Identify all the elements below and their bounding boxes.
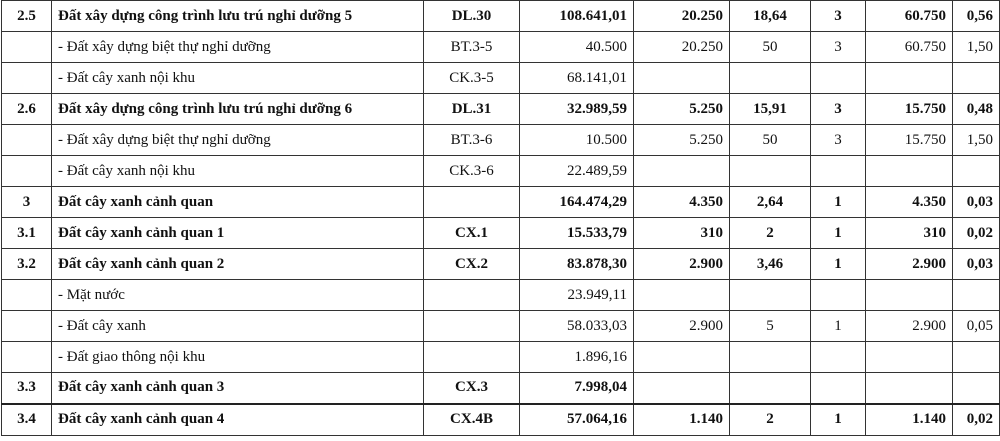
row-index: 3.3: [2, 373, 52, 404]
value-col-8: [953, 342, 1000, 373]
row-index: [2, 311, 52, 342]
plot-code: DL.30: [424, 1, 520, 32]
value-col-5: 18,64: [730, 1, 811, 32]
plot-code: [424, 187, 520, 218]
value-col-4: 310: [634, 218, 730, 249]
value-col-7: 4.350: [866, 187, 953, 218]
table-row: [2, 218, 1000, 249]
plot-code: DL.31: [424, 94, 520, 125]
plot-code: [424, 311, 520, 342]
table-row: [2, 280, 1000, 311]
value-col-6: [811, 63, 866, 94]
value-col-4: [634, 156, 730, 187]
area-value: 108.641,01: [520, 1, 634, 32]
land-type: - Đất cây xanh nội khu: [52, 63, 424, 94]
row-index: [2, 32, 52, 63]
value-col-4: 2.900: [634, 311, 730, 342]
plot-code: BT.3-6: [424, 125, 520, 156]
area-value: 15.533,79: [520, 218, 634, 249]
value-col-4: 2.900: [634, 249, 730, 280]
area-value: 83.878,30: [520, 249, 634, 280]
area-value: 1.896,16: [520, 342, 634, 373]
value-col-4: [634, 342, 730, 373]
plot-code: CX.1: [424, 218, 520, 249]
value-col-8: [953, 156, 1000, 187]
table-row: [2, 156, 1000, 187]
table-row: [2, 94, 1000, 125]
value-col-4: [634, 373, 730, 404]
value-col-8: 0,02: [953, 218, 1000, 249]
row-index: [2, 63, 52, 94]
row-index: [2, 280, 52, 311]
row-index: [2, 156, 52, 187]
value-col-6: [811, 156, 866, 187]
area-value: 23.949,11: [520, 280, 634, 311]
land-type: Đất cây xanh cảnh quan 4: [52, 404, 424, 436]
plot-code: [424, 280, 520, 311]
land-type: - Đất xây dựng biệt thự nghỉ dưỡng: [52, 125, 424, 156]
row-index: 3.2: [2, 249, 52, 280]
value-col-8: 0,56: [953, 1, 1000, 32]
land-use-table: [1, 0, 1000, 436]
land-type: Đất cây xanh cảnh quan 2: [52, 249, 424, 280]
value-col-5: 50: [730, 32, 811, 63]
area-value: 40.500: [520, 32, 634, 63]
value-col-5: 2: [730, 218, 811, 249]
value-col-4: [634, 63, 730, 94]
row-index: 3: [2, 187, 52, 218]
value-col-8: 0,05: [953, 311, 1000, 342]
value-col-5: [730, 280, 811, 311]
row-index: 3.1: [2, 218, 52, 249]
land-type: Đất cây xanh cảnh quan: [52, 187, 424, 218]
value-col-4: 20.250: [634, 1, 730, 32]
value-col-8: 1,50: [953, 32, 1000, 63]
value-col-5: 3,46: [730, 249, 811, 280]
table-row: [2, 125, 1000, 156]
value-col-8: 1,50: [953, 125, 1000, 156]
value-col-5: [730, 156, 811, 187]
land-type: Đất xây dựng công trình lưu trú nghỉ dưỡng 6: [52, 94, 424, 125]
land-type: - Đất cây xanh: [52, 311, 424, 342]
plot-code: CX.3: [424, 373, 520, 404]
value-col-5: [730, 342, 811, 373]
row-index: 2.5: [2, 1, 52, 32]
value-col-6: [811, 280, 866, 311]
land-type: Đất cây xanh cảnh quan 3: [52, 373, 424, 404]
value-col-5: 50: [730, 125, 811, 156]
land-type: - Đất cây xanh nội khu: [52, 156, 424, 187]
plot-code: CK.3-5: [424, 63, 520, 94]
value-col-7: 1.140: [866, 404, 953, 436]
value-col-6: 3: [811, 1, 866, 32]
value-col-7: 2.900: [866, 249, 953, 280]
row-index: 2.6: [2, 94, 52, 125]
value-col-4: 5.250: [634, 94, 730, 125]
land-type: - Đất xây dựng biệt thự nghỉ dưỡng: [52, 32, 424, 63]
table-row: [2, 404, 1000, 436]
row-index: [2, 342, 52, 373]
value-col-4: [634, 280, 730, 311]
value-col-5: [730, 63, 811, 94]
value-col-8: [953, 373, 1000, 404]
value-col-6: 1: [811, 404, 866, 436]
value-col-7: [866, 280, 953, 311]
value-col-5: 2: [730, 404, 811, 436]
value-col-5: 2,64: [730, 187, 811, 218]
value-col-7: 2.900: [866, 311, 953, 342]
value-col-6: 1: [811, 311, 866, 342]
plot-code: CX.4B: [424, 404, 520, 436]
area-value: 7.998,04: [520, 373, 634, 404]
land-type: Đất xây dựng công trình lưu trú nghỉ dưỡng 5: [52, 1, 424, 32]
value-col-7: 310: [866, 218, 953, 249]
value-col-7: [866, 373, 953, 404]
row-index: [2, 125, 52, 156]
table-row: [2, 187, 1000, 218]
land-type: Đất cây xanh cảnh quan 1: [52, 218, 424, 249]
table-row: [2, 373, 1000, 404]
value-col-8: 0,03: [953, 187, 1000, 218]
value-col-7: [866, 63, 953, 94]
value-col-6: [811, 342, 866, 373]
value-col-8: [953, 280, 1000, 311]
value-col-4: 20.250: [634, 32, 730, 63]
value-col-4: 4.350: [634, 187, 730, 218]
value-col-7: 60.750: [866, 32, 953, 63]
value-col-6: 1: [811, 249, 866, 280]
table-row: [2, 63, 1000, 94]
area-value: 68.141,01: [520, 63, 634, 94]
area-value: 58.033,03: [520, 311, 634, 342]
land-type: - Mặt nước: [52, 280, 424, 311]
value-col-4: 1.140: [634, 404, 730, 436]
value-col-7: 15.750: [866, 94, 953, 125]
value-col-8: [953, 63, 1000, 94]
value-col-7: 60.750: [866, 1, 953, 32]
area-value: 22.489,59: [520, 156, 634, 187]
row-index: 3.4: [2, 404, 52, 436]
value-col-8: 0,02: [953, 404, 1000, 436]
land-type: - Đất giao thông nội khu: [52, 342, 424, 373]
value-col-5: [730, 373, 811, 404]
value-col-6: 3: [811, 125, 866, 156]
table-row: [2, 311, 1000, 342]
area-value: 10.500: [520, 125, 634, 156]
plot-code: [424, 342, 520, 373]
value-col-5: 15,91: [730, 94, 811, 125]
plot-code: CX.2: [424, 249, 520, 280]
value-col-6: 1: [811, 218, 866, 249]
value-col-6: 3: [811, 32, 866, 63]
value-col-6: 3: [811, 94, 866, 125]
table-row: [2, 249, 1000, 280]
value-col-8: 0,48: [953, 94, 1000, 125]
area-value: 57.064,16: [520, 404, 634, 436]
value-col-4: 5.250: [634, 125, 730, 156]
value-col-6: [811, 373, 866, 404]
value-col-6: 1: [811, 187, 866, 218]
plot-code: BT.3-5: [424, 32, 520, 63]
area-value: 32.989,59: [520, 94, 634, 125]
value-col-7: [866, 156, 953, 187]
plot-code: CK.3-6: [424, 156, 520, 187]
value-col-7: [866, 342, 953, 373]
table-row: [2, 32, 1000, 63]
value-col-8: 0,03: [953, 249, 1000, 280]
table-row: [2, 1, 1000, 32]
table-row: [2, 342, 1000, 373]
area-value: 164.474,29: [520, 187, 634, 218]
value-col-5: 5: [730, 311, 811, 342]
value-col-7: 15.750: [866, 125, 953, 156]
